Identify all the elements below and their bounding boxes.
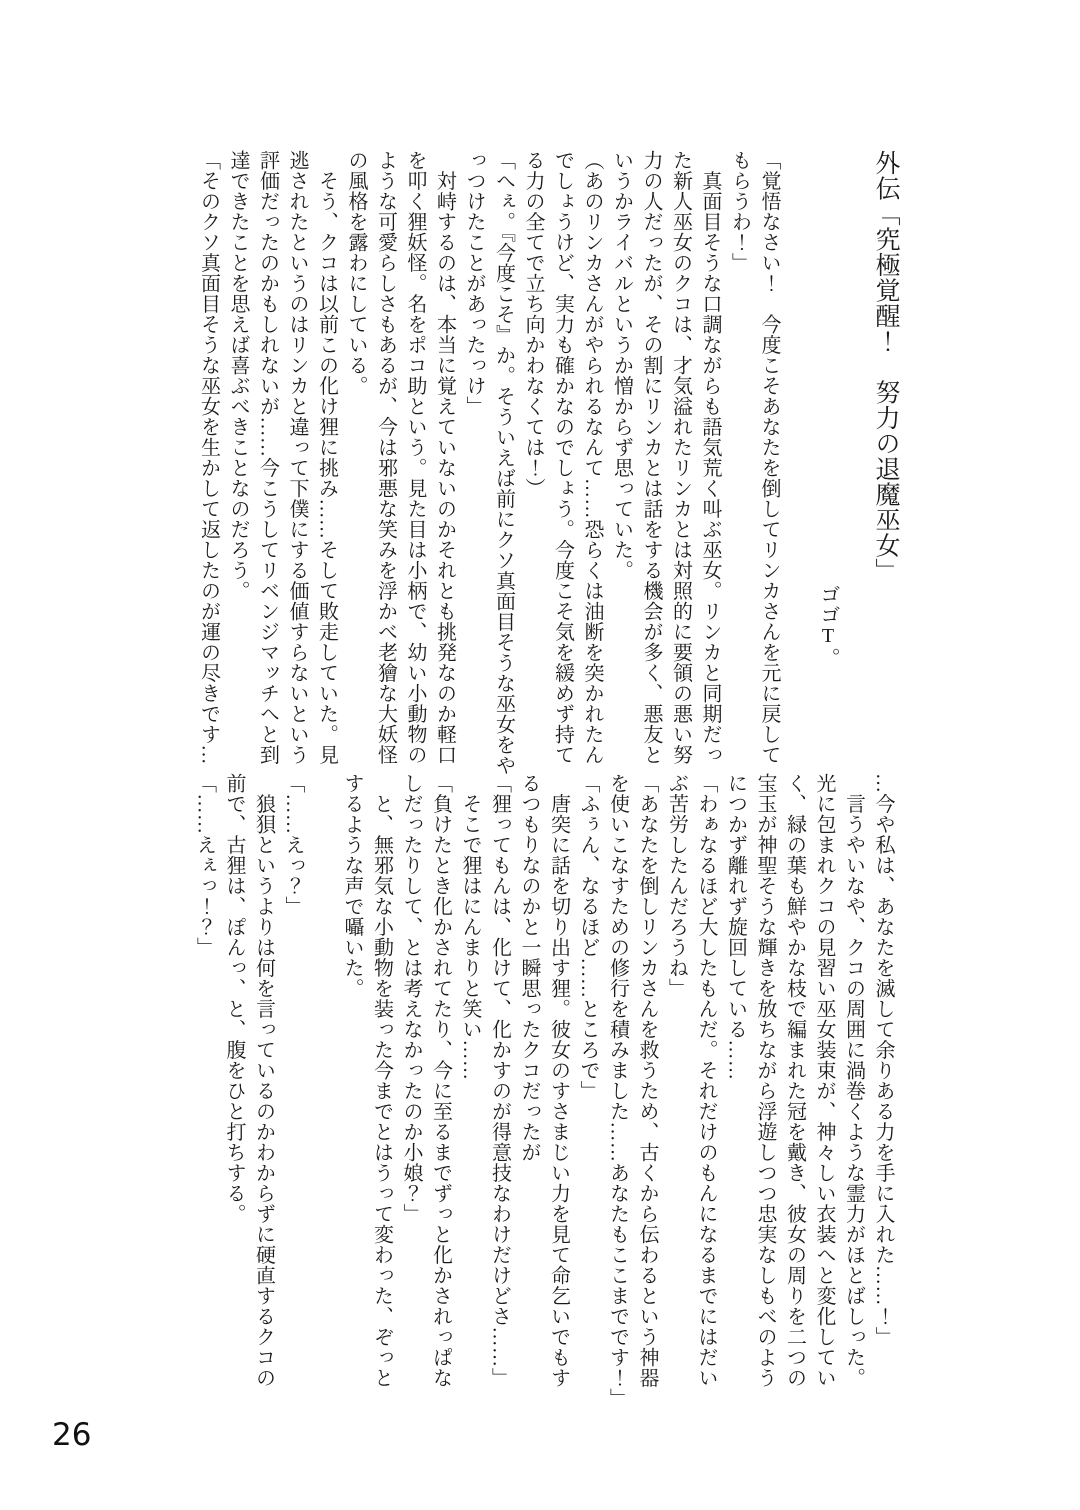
text-line: 前で、古狸は、ぽんっ、と、腹をひと打ちする。 [223,773,245,1224]
text-line: 「あなたを倒しリンカさんを救うため、古くから伝わるという神器 [636,773,658,1388]
text-line: 力の人だったが、その割にリンカとは話をする機会が多く、悪友と [640,150,662,765]
text-line: 「狸ってもんは、化けて、化かすのが得意技なわけだけどさ……」 [488,773,511,1388]
text-line: と、無邪気な小動物を装った今までとはうって変わった、ぞっと [370,773,393,1388]
text-line: 狼狽というよりは何を言っているのかわからずに硬直するクコの [252,773,275,1388]
text-line: 「ふぅん、なるほど……ところで」 [577,773,599,1101]
text-line: く、緑の葉も鮮やかな枝で編まれた冠を戴き、彼女の周りを二つの [783,773,806,1388]
text-line: るつもりなのかと一瞬思ったクコだったが [518,773,540,1163]
text-line: 「……えっ？」 [282,773,304,917]
text-line: 唐突に話を切り出す狸。彼女のすさまじい力を見て命乞いでもす [547,773,570,1388]
text-line: そう、クコは以前この化け狸に挑み……そして敗走していた。見 [315,150,338,765]
text-line: 光に包まれクコの見習い巫女装束が、神々しい衣装へと変化してい [813,773,835,1388]
text-line: ぶ苦労したんだろうね」 [665,773,688,999]
text-line: でしょうけど、実力も確かなのでしょう。今度こそ気を緩めず持て [551,150,574,765]
text-line: る力の全てで立ち向かわなくては！） [522,150,544,499]
text-line: するような声で囁いた。 [341,773,363,999]
text-line: 宝玉が神聖そうな輝きを放ちながら浮遊しつつ忠実なしもべのよう [754,773,776,1388]
text-line: そこで狸はにんまりと笑い…… [459,773,481,1081]
text-line: （あのリンカさんがやられるなんて……恐らくは油断を突かれたん [581,150,603,765]
text-line: を叩く狸妖怪。名をポコ助という。見た目は小柄で、幼い小動物の [404,150,426,765]
text-line: 達できたことを思えば喜ぶべきことなのだろう。 [227,150,249,601]
text-line: 「へぇ。『今度こそ』か。そういえば前にクソ真面目そうな巫女をや [492,150,515,776]
text-line: いうかライバルというか憎からず思っていた。 [610,150,633,581]
text-line: 「そのクソ真面目そうな巫女を生かして返したのが運の尽きです… [197,150,220,765]
text-line: 「負けたとき化かされてたり、今に至るまでずっと化かされっぱな [429,773,452,1388]
text-line: しだったりして、とは考えなかったのか小娘？」 [400,773,422,1224]
text-line: 「……えぇっ！？」 [193,773,216,958]
text-line: もらうわ！」 [728,150,751,273]
text-line: 「覚悟なさい！ 今度こそあなたを倒してリンカさんを元に戻して [758,150,780,765]
text-line: につかず離れず旋回している…… [724,773,747,1081]
lower-text-block [189,773,897,1425]
text-line: 真面目そうな口調ながらも語気荒く叫ぶ巫女。リンカと同期だっ [699,150,721,765]
text-line: 対峙するのは、本当に覚えていないのかそれとも挑発なのか軽口 [433,150,456,765]
text-line: の風格を露わにしている。 [345,150,367,396]
text-line: …今や私は、あなたを滅して余りある力を手に入れた……！」 [872,773,894,1347]
text-line [307,773,337,1425]
text-line: 逃されたというのはリンカと違って下僕にする価値すらないという [286,150,308,765]
text-line: ような可愛らしさもあるが、今は邪悪な笑みを浮かべ老獪な大妖怪 [374,150,397,765]
sfx-text: ゴゴT。 [817,584,839,668]
text-line [783,150,813,778]
page-number: 26 [52,1417,92,1453]
text-line: 言うやいなや、クコの周囲に渦巻くような霊力がほとばしった。 [842,773,865,1388]
text-line: っつけたことがあったっけ」 [463,150,485,417]
upper-text-block [193,150,908,778]
text-line: 「わぁなるほど大したもんだ。それだけのもんになるまでにはだい [695,773,717,1388]
story-title: 外伝「究極覚醒！ 努力の退魔巫女」 [872,150,899,584]
text-line: を使いこなすための修行を積みました……あなたもここまでです！」 [606,773,629,1409]
text-line: 評価だったのかもしれないが……今こうしてリベンジマッチへと到 [256,150,279,765]
text-line: た新人巫女のクコは、才気溢れたリンカとは対照的に要領の悪い努 [669,150,692,765]
